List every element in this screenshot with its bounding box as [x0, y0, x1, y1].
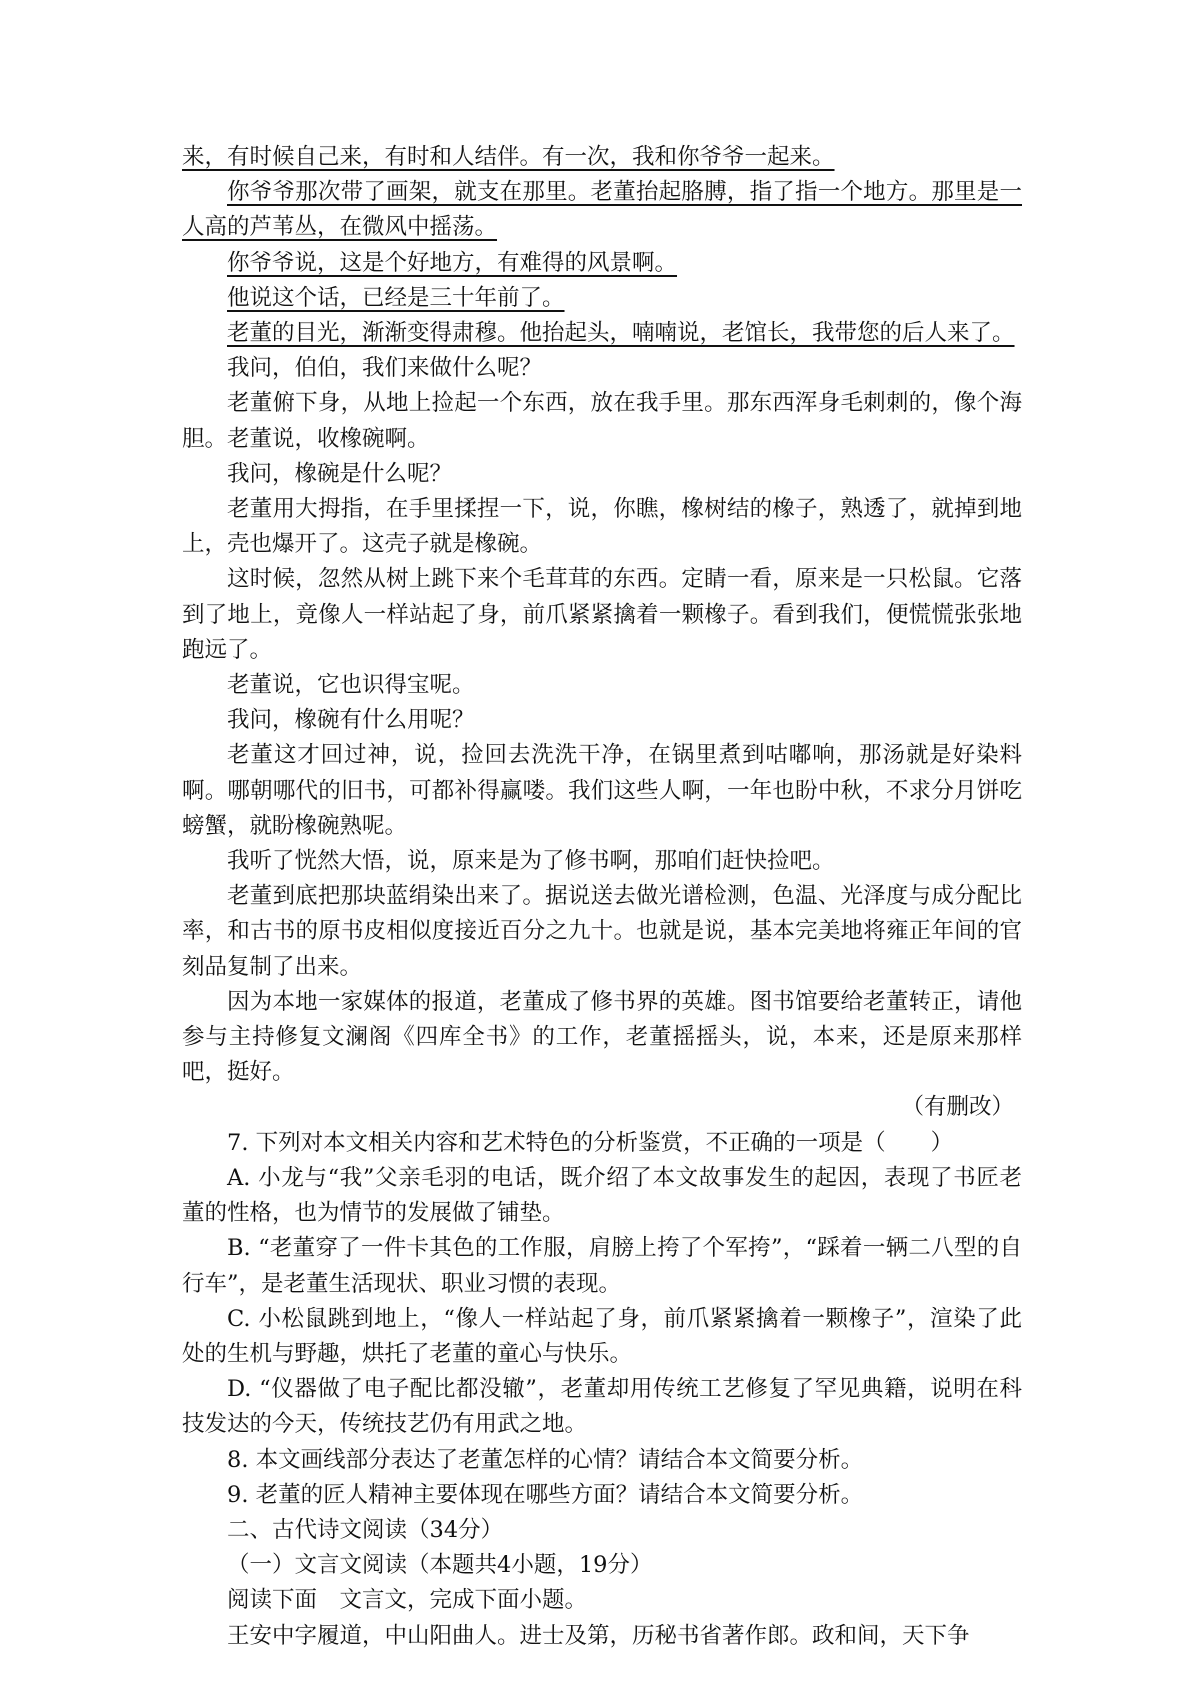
underlined-text: 他说这个话，已经是三十年前了。 [227, 284, 565, 311]
source-note: （有删改） [901, 1094, 1014, 1121]
underlined-passage-3 [182, 246, 1022, 281]
story-paragraph: 老董到底把那块蓝绢染出来了。据说送去做光谱检测，色温、光泽度与成分配比率，和古书的原书皮相似度接近百分之九十。也就是说，基本完美地将雍正年间的官刻品复制了出来。 [182, 883, 1022, 980]
option-a: A. 小龙与“我”父亲毛羽的电话，既介绍了本文故事发生的起因，表现了书匠老董的性格，也为情节的发展做了铺垫。 [182, 1164, 1022, 1227]
classical-text: 王安中字履道，中山阳曲人。进士及第，历秘书省著作郎。政和间，天下争 [227, 1622, 970, 1649]
underlined-text: 你爷爷说，这是个好地方，有难得的风景啊。 [227, 249, 678, 276]
story-paragraph: 我问，橡碗有什么用呢？ [227, 707, 475, 734]
question-8: 8. 本文画线部分表达了老董怎样的心情？请结合本文简要分析。 [227, 1446, 864, 1473]
story-paragraph: 老董说，它也识得宝呢。 [227, 672, 475, 699]
option-b: B. “老董穿了一件卡其色的工作服，肩膀上挎了个军挎”，“踩着一辆二八型的自行车”，是老董生活现状、职业习惯的表现。 [182, 1235, 1022, 1297]
section-heading: 二、古代诗文阅读（34分） [227, 1516, 504, 1543]
story-paragraph: 老董用大拇指，在手里揉捏一下，说，你瞧，橡树结的橡子，熟透了，就掉到地上，壳也爆开了。这壳子就是橡碗。 [182, 496, 1022, 558]
story-paragraph: 这时候，忽然从树上跳下来个毛茸茸的东西。定睛一看，原来是一只松鼠。它落到了地上，竟像人一样站起了身，前爪紧紧擒着一颗橡子。看到我们，便慌慌张张地跑远了。 [182, 566, 1022, 663]
underlined-text: 来，有时候自己来，有时和人结伴。有一次，我和你爷爷一起来。 [182, 144, 835, 170]
underlined-passage-5 [182, 316, 1022, 351]
story-paragraph: 我听了恍然大悟，说，原来是为了修书啊，那咱们赶快捡吧。 [227, 848, 835, 875]
question-9: 9. 老董的匠人精神主要体现在哪些方面？请结合本文简要分析。 [227, 1481, 864, 1508]
underlined-text: 你爷爷那次带了画架，就支在那里。老董抬起胳膊，指了指一个地方。那里是一人高的芦苇丛，在微风中摇荡。 [182, 179, 1022, 241]
story-paragraph: 因为本地一家媒体的报道，老董成了修书界的英雄。图书馆要给老董转正，请他参与主持修复文澜阁《四库全书》的工作，老董摇摇头，说，本来，还是原来那样吧，挺好。 [182, 988, 1022, 1086]
story-paragraph: 老董这才回过神，说，捡回去洗洗干净，在锅里煮到咕嘟响，那汤就是好染料啊。哪朝哪代的旧书，可都补得赢喽。我们这些人啊，一年也盼中秋，不求分月饼吃螃蟹，就盼橡碗熟呢。 [182, 742, 1022, 839]
story-paragraph: 我问，橡碗是什么呢？ [227, 460, 453, 487]
option-c: C. 小松鼠跳到地上，“像人一样站起了身，前爪紧紧擒着一颗橡子”，渲染了此处的生机与野趣，烘托了老董的童心与快乐。 [182, 1305, 1022, 1367]
subsection-heading: （一）文言文阅读（本题共4小题，19分） [227, 1552, 653, 1579]
option-d: D. “仪器做了电子配比都没辙”，老董却用传统工艺修复了罕见典籍，说明在科技发达的今天，传统技艺仍有用武之地。 [182, 1376, 1022, 1438]
instruction: 阅读下面 文言文，完成下面小题。 [227, 1587, 588, 1614]
underlined-passage-1 [182, 140, 1022, 175]
story-paragraph: 老董俯下身，从地上捡起一个东西，放在我手里。那东西浑身毛刺刺的，像个海胆。老董说，收橡碗啊。 [182, 390, 1022, 452]
underlined-text: 老董的目光，渐渐变得肃穆。他抬起头，喃喃说，老馆长，我带您的后人来了。 [227, 320, 1015, 347]
story-paragraph: 我问，伯伯，我们来做什么呢？ [227, 355, 543, 382]
question-7: 7. 下列对本文相关内容和艺术特色的分析鉴赏，不正确的一项是（ ） [227, 1129, 954, 1156]
underlined-passage-2 [182, 175, 1022, 245]
underlined-passage-4 [182, 281, 1022, 316]
document-page [182, 140, 1022, 1654]
